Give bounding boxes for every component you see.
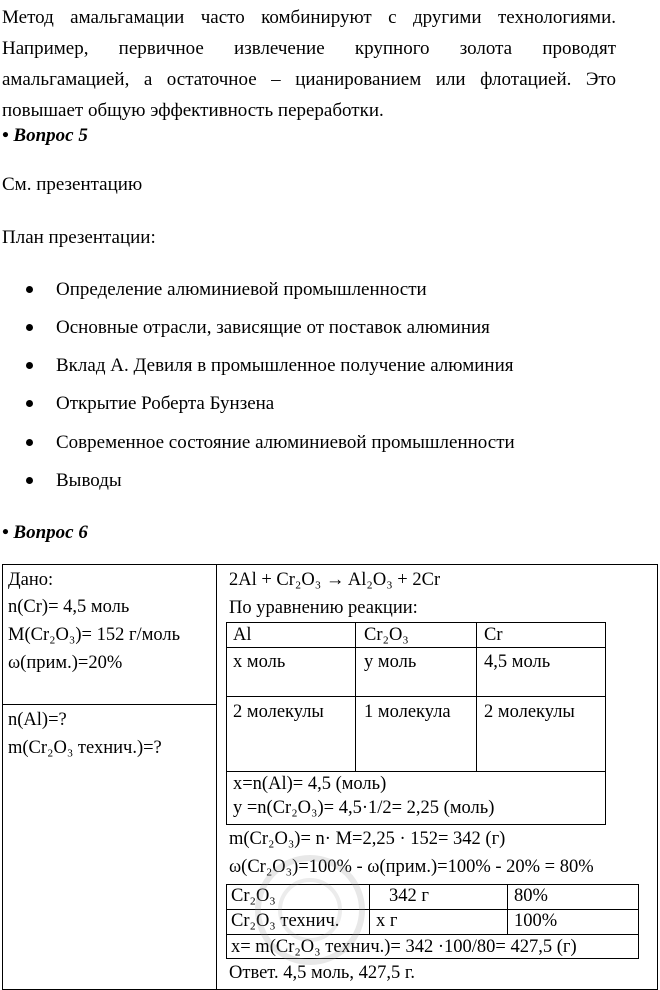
see-presentation-text: См. презентацию: [2, 174, 143, 195]
t1-header-al: Al: [233, 625, 252, 645]
bullet-icon: [26, 477, 33, 484]
question-6-heading: • Вопрос 6: [2, 522, 88, 543]
answer-text: Ответ. 4,5 моль, 427,5 г.: [229, 963, 415, 983]
t1-row-divider-2: [226, 696, 606, 697]
calc-x: x=n(Al)= 4,5 (моль): [233, 774, 387, 794]
t2-row-divider-2: [226, 934, 639, 935]
column-divider: [216, 564, 217, 990]
find-mass-technical: m(Cr₂O₃ технич.)=?: [8, 738, 162, 758]
given-molar-mass: M(Cr₂O₃)= 152 г/моль: [8, 625, 181, 645]
reaction-equation: 2Al + Cr₂O₃ → Al₂O₃ + 2Cr: [229, 570, 441, 590]
t2-row-divider-1: [226, 909, 639, 910]
t1-header-cr2o3: Cr₂O₃: [364, 625, 409, 645]
intro-paragraph: [2, 2, 616, 126]
mass-calculation: m(Cr₂O₃)= n· M=2,25 · 152= 342 (г): [229, 829, 506, 849]
given-find-divider: [2, 704, 217, 705]
bullet-icon: [26, 439, 33, 446]
t2-row2-mass: x г: [376, 911, 398, 931]
t2-row1-percent: 80%: [514, 886, 548, 906]
bullet-icon: [26, 362, 33, 369]
t2-row1-mass: 342 г: [389, 886, 429, 906]
bullet-icon: [26, 400, 33, 407]
t1-row-divider-1: [226, 647, 606, 648]
calc-y: y =n(Cr₂O₃)= 4,5·1/2= 2,25 (моль): [233, 798, 495, 818]
given-title: Дано:: [8, 570, 54, 590]
intro-line-3: амальгамацией, а остаточное – цианированием или флотацией. Это: [2, 69, 616, 90]
plan-label: План презентации:: [2, 227, 156, 248]
t1-row2-cr2o3: 1 молекула: [364, 702, 451, 722]
bullet-icon: [26, 324, 33, 331]
intro-line-4: повышает общую эффективность переработки.: [2, 100, 384, 121]
t1-row2-al: 2 молекулы: [233, 702, 324, 722]
given-n-cr: n(Cr)= 4,5 моль: [8, 597, 130, 617]
bullet-icon: [26, 286, 33, 293]
t1-row-divider-3: [226, 771, 606, 772]
t1-row2-cr: 2 молекулы: [484, 702, 575, 722]
t1-row1-cr: 4,5 моль: [484, 652, 551, 672]
find-n-al: n(Al)=?: [8, 710, 67, 730]
intro-line-1: Метод амальгамации часто комбинируют с другими технологиями.: [2, 7, 616, 28]
t1-row1-cr2o3: y моль: [364, 652, 417, 672]
intro-line-2: Например, первичное извлечение крупного золота проводят: [2, 38, 616, 59]
t1-row1-al: x моль: [233, 652, 286, 672]
t1-header-cr: Cr: [484, 625, 503, 645]
t2-row1-substance: Cr₂O₃: [231, 886, 276, 906]
question-5-heading: • Вопрос 5: [2, 125, 88, 146]
by-equation-label: По уравнению реакции:: [229, 598, 418, 618]
t2-row2-substance: Cr₂O₃ технич.: [231, 911, 340, 931]
omega-calculation: ω(Cr₂O₃)=100% - ω(прим.)=100% - 20% = 80%: [229, 857, 594, 877]
t2-result: x= m(Cr₂O₃ технич.)= 342 ·100/80= 427,5 (г): [231, 937, 577, 957]
given-impurity: ω(прим.)=20%: [8, 653, 123, 673]
t2-row2-percent: 100%: [514, 911, 558, 931]
